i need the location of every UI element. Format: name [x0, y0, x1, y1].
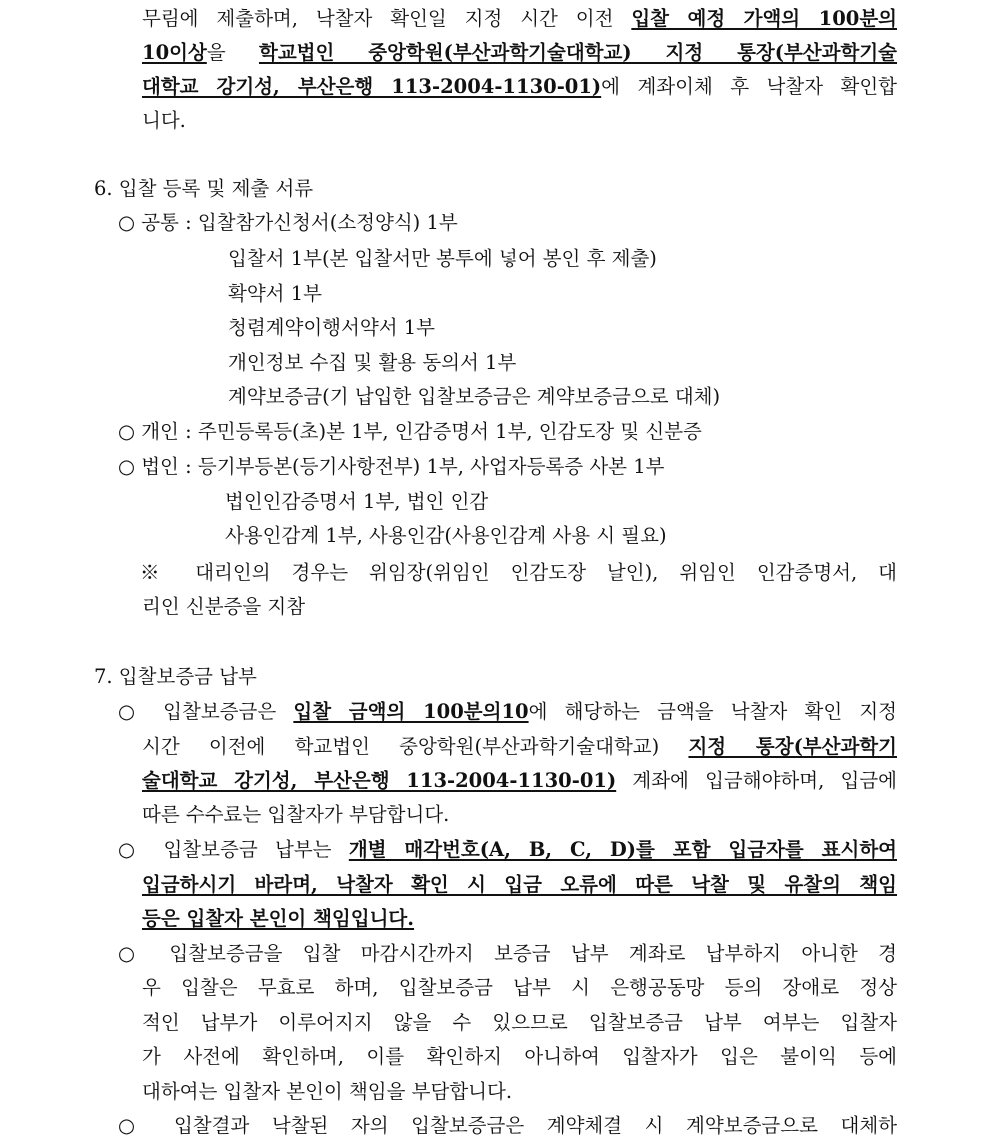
deposit-para-3-line-3: 적인 납부가 이루어지지 않을 수 있으므로 입찰보증금 납부 여부는 입찰자: [142, 1011, 897, 1034]
deposit-para-1-line-2: 시간 이전에 학교법인 중앙학원(부산과학기술대학교) 지정 통장(부산과학기: [142, 735, 897, 758]
deposit-para-3-line-5: 대하여는 입찰자 본인이 책임을 부담합니다.: [142, 1080, 513, 1103]
emphasis-text: 대학교 강기성, 부산은행 113-2004-1130-01): [142, 75, 602, 98]
deposit-para-2-line-2: 입금하시기 바라며, 낙찰자 확인 시 입금 오류에 따른 낙찰 및 유찰의 책임: [142, 873, 897, 896]
emphasis-text: 학교법인 중앙학원(부산과학기술대학교) 지정 통장(부산과학기술: [258, 41, 897, 64]
note-line-2: 리인 신분증을 지참: [142, 595, 306, 618]
common-doc-item: 청렴계약이행서약서 1부: [228, 316, 435, 339]
emphasis-text: 입찰 예정 가액의 100분의: [631, 7, 897, 30]
common-docs-row: ○ 공통 : 입찰참가신청서(소정양식) 1부: [118, 211, 458, 234]
deposit-para-3-line-1: ○ 입찰보증금을 입찰 마감시간까지 보증금 납부 계좌로 납부하지 아니한 경: [118, 942, 897, 965]
emphasis-text: 10이상: [142, 41, 207, 64]
deposit-para-2-line-3: 등은 입찰자 본인이 책임입니다.: [142, 907, 415, 930]
deposit-para-2-line-1: ○ 입찰보증금 납부는 개별 매각번호(A, B, C, D)를 포함 입금자를 표시하여: [118, 838, 897, 861]
emphasis-text: 개별 매각번호(A, B, C, D)를 포함 입금자를 표시하여: [348, 838, 897, 861]
common-doc-item: 확약서 1부: [228, 282, 322, 305]
note-line-1: ※ 대리인의 경우는 위임장(위임인 인감도장 날인), 위임인 인감증명서, 대: [140, 561, 897, 584]
intro-line-1: 무림에 제출하며, 낙찰자 확인일 지정 시간 이전 입찰 예정 가액의 100분의: [142, 7, 897, 30]
section-7-title: 7. 입찰보증금 납부: [94, 665, 257, 688]
personal-docs-row: ○ 개인 : 주민등록등(초)본 1부, 인감증명서 1부, 인감도장 및 신분증: [118, 420, 702, 443]
corp-docs-row: ○ 법인 : 등기부등본(등기사항전부) 1부, 사업자등록증 사본 1부: [118, 455, 665, 478]
deposit-para-3-line-4: 가 사전에 확인하며, 이를 확인하지 아니하여 입찰자가 입은 불이익 등에: [142, 1045, 897, 1068]
intro-line-2: 10이상을 학교법인 중앙학원(부산과학기술대학교) 지정 통장(부산과학기술: [142, 41, 897, 64]
deposit-para-1-line-1: ○ 입찰보증금은 입찰 금액의 100분의10에 해당하는 금액을 낙찰자 확인 지정: [118, 700, 898, 723]
deposit-para-4-line-1: ○ 입찰결과 낙찰된 자의 입찰보증금은 계약체결 시 계약보증금으로 대체하: [118, 1114, 897, 1137]
deposit-para-1-line-3: 술대학교 강기성, 부산은행 113-2004-1130-01) 계좌에 입금해야하며, 입금에: [142, 769, 897, 792]
intro-line-3: 대학교 강기성, 부산은행 113-2004-1130-01)에 계좌이체 후 낙찰자 확인합: [142, 75, 898, 98]
emphasis-text: 술대학교 강기성, 부산은행 113-2004-1130-01): [142, 769, 617, 792]
deposit-para-1-line-4: 따른 수수료는 입찰자가 부담합니다.: [142, 803, 450, 826]
emphasis-text: 지정 통장(부산과학기: [688, 735, 897, 758]
deposit-para-3-line-2: 우 입찰은 무효로 하며, 입찰보증금 납부 시 은행공동망 등의 장애로 정상: [142, 976, 897, 999]
section-6-title: 6. 입찰 등록 및 제출 서류: [94, 177, 314, 200]
emphasis-text: 입찰 금액의 100분의10: [293, 700, 529, 723]
corp-doc-item: 법인인감증명서 1부, 법인 인감: [225, 490, 489, 513]
common-doc-item: 계약보증금(기 납입한 입찰보증금은 계약보증금으로 대체): [228, 385, 721, 408]
common-doc-item: 개인정보 수집 및 활용 동의서 1부: [228, 351, 517, 374]
intro-line-4: 니다.: [142, 109, 186, 132]
common-doc-item: 입찰서 1부(본 입찰서만 봉투에 넣어 봉인 후 제출): [228, 247, 657, 270]
corp-doc-item: 사용인감계 1부, 사용인감(사용인감계 사용 시 필요): [225, 524, 667, 547]
